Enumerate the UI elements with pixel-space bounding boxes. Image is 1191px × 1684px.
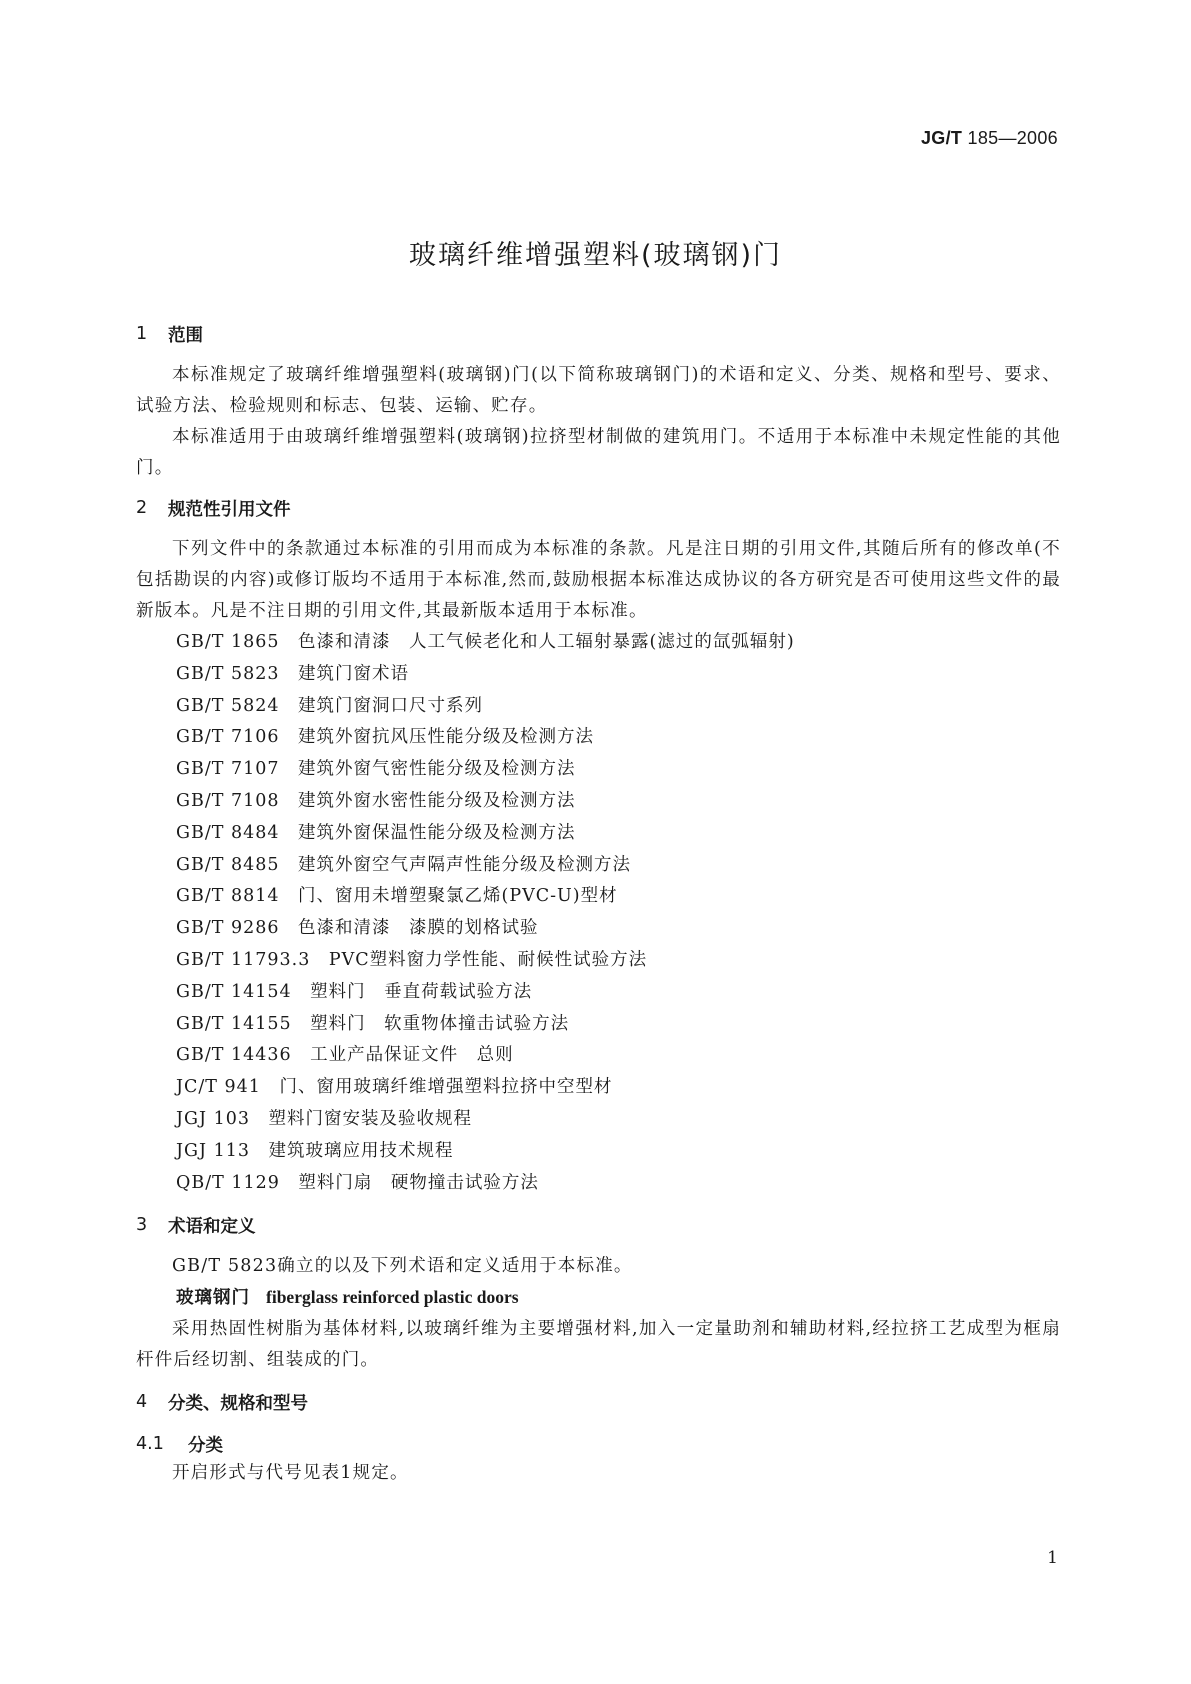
document-title: 玻璃纤维增强塑料(玻璃钢)门 [408, 240, 783, 271]
reference-code: GB/T 8484 [176, 822, 280, 843]
reference-item [136, 786, 1061, 818]
term-entry [136, 1282, 1061, 1314]
section-1-heading [136, 320, 1061, 348]
reference-title: 建筑门窗术语 [298, 663, 410, 684]
reference-code: GB/T 8485 [176, 854, 280, 875]
reference-code: GB/T 7108 [176, 790, 280, 811]
reference-code: GB/T 7107 [176, 759, 280, 780]
paragraph: 下列文件中的条款通过本标准的引用而成为本标准的条款。凡是注日期的引用文件,其随后所有的修改单(不包括勘误的内容)或修订版均不适用于本标准,然而,鼓励根据本标准达成协议的各方研究是否可使用这些文件的最新版本。凡是不注日期的引用文件,其最新版本适用于本标准。 [136, 539, 1061, 621]
reference-item [136, 977, 1061, 1009]
reference-title: 建筑玻璃应用技术规程 [268, 1140, 454, 1161]
reference-item [136, 659, 1061, 691]
reference-item [136, 1104, 1061, 1136]
reference-item [136, 881, 1061, 913]
paragraph: 开启形式与代号见表1规定。 [172, 1463, 409, 1484]
reference-code: JGJ 103 [176, 1108, 250, 1129]
paragraph: 本标准适用于由玻璃纤维增强塑料(玻璃钢)拉挤型材制做的建筑用门。不适用于本标准中未规定性能的其他门。 [136, 427, 1061, 478]
reference-code: GB/T 14155 [176, 1013, 292, 1034]
section-title: 术语和定义 [168, 1216, 256, 1237]
reference-title: 色漆和清漆 人工气候老化和人工辐射暴露(滤过的氙弧辐射) [298, 632, 795, 652]
reference-code: JC/T 941 [176, 1077, 261, 1098]
reference-item [136, 691, 1061, 723]
reference-code: GB/T 5824 [176, 695, 280, 716]
section-number: 3 [136, 1215, 148, 1236]
section-4-heading [136, 1388, 1061, 1416]
reference-code: GB/T 8814 [176, 886, 280, 907]
reference-item [136, 818, 1061, 850]
paragraph: GB/T 5823确立的以及下列术语和定义适用于本标准。 [172, 1256, 633, 1277]
section-title: 范围 [168, 325, 203, 346]
reference-item [136, 722, 1061, 754]
reference-title: 门、窗用未增塑聚氯乙烯(PVC-U)型材 [298, 886, 618, 907]
reference-code: GB/T 9286 [176, 918, 280, 939]
page-number: 1 [1047, 1548, 1058, 1568]
reference-title: 建筑外窗气密性能分级及检测方法 [298, 759, 576, 780]
term-chinese: 玻璃钢门 [176, 1288, 250, 1309]
reference-code: GB/T 7106 [176, 727, 280, 748]
reference-title: 工业产品保证文件 总则 [310, 1045, 514, 1066]
reference-item [136, 627, 1061, 659]
reference-code: GB/T 14154 [176, 981, 292, 1002]
section-number: 2 [136, 498, 148, 518]
reference-title: PVC塑料窗力学性能、耐候性试验方法 [328, 949, 648, 970]
subsection-4-1-heading [136, 1430, 1061, 1458]
section-title: 规范性引用文件 [168, 499, 291, 520]
reference-title: 塑料门扇 硬物撞击试验方法 [298, 1172, 539, 1193]
reference-title: 建筑外窗抗风压性能分级及检测方法 [298, 727, 595, 748]
document-body [136, 320, 1061, 1489]
reference-item [136, 1009, 1061, 1041]
reference-title: 塑料门 垂直荷载试验方法 [310, 981, 533, 1002]
standard-code-prefix: JG/T [920, 128, 963, 148]
reference-title: 色漆和清漆 漆膜的划格试验 [298, 918, 539, 939]
reference-code: GB/T 1865 [176, 632, 280, 652]
reference-title: 塑料门窗安装及验收规程 [268, 1108, 472, 1129]
reference-title: 门、窗用玻璃纤维增强塑料拉挤中空型材 [279, 1077, 613, 1098]
reference-code: GB/T 14436 [176, 1045, 292, 1066]
reference-item [136, 850, 1061, 882]
reference-code: QB/T 1129 [176, 1172, 280, 1193]
standard-code-number: 185—2006 [967, 128, 1058, 148]
reference-title: 建筑外窗保温性能分级及检测方法 [298, 822, 576, 843]
reference-title: 建筑外窗空气声隔声性能分级及检测方法 [298, 854, 632, 875]
subsection-title: 分类 [188, 1435, 223, 1456]
paragraph: 本标准规定了玻璃纤维增强塑料(玻璃钢)门(以下简称玻璃钢门)的术语和定义、分类、规格和型号、要求、试验方法、检验规则和标志、包装、运输、贮存。 [136, 365, 1061, 416]
reference-item [136, 945, 1061, 977]
subsection-number: 4.1 [136, 1434, 164, 1455]
reference-code: JGJ 113 [176, 1140, 250, 1161]
reference-title: 塑料门 软重物体撞击试验方法 [310, 1013, 570, 1034]
reference-title: 建筑外窗水密性能分级及检测方法 [298, 790, 576, 811]
term-definition: 采用热固性树脂为基体材料,以玻璃纤维为主要增强材料,加入一定量助剂和辅助材料,经拉挤工艺成型为框扇杆件后经切割、组装成的门。 [136, 1319, 1061, 1371]
section-number: 4 [136, 1392, 148, 1413]
standard-code [921, 128, 1058, 149]
section-title: 分类、规格和型号 [168, 1393, 308, 1414]
reference-item [136, 1040, 1061, 1072]
section-3-heading [136, 1211, 1061, 1239]
reference-item [136, 754, 1061, 786]
section-2-heading [136, 494, 1061, 522]
reference-list [136, 627, 1061, 1199]
section-number: 1 [136, 324, 148, 344]
reference-code: GB/T 11793.3 [176, 949, 311, 970]
reference-title: 建筑门窗洞口尺寸系列 [298, 695, 484, 716]
term-english: fiberglass reinforced plastic doors [266, 1287, 519, 1308]
reference-item [136, 1168, 1061, 1200]
reference-item [136, 913, 1061, 945]
reference-item [136, 1072, 1061, 1104]
reference-code: GB/T 5823 [176, 663, 280, 684]
reference-item [136, 1136, 1061, 1168]
